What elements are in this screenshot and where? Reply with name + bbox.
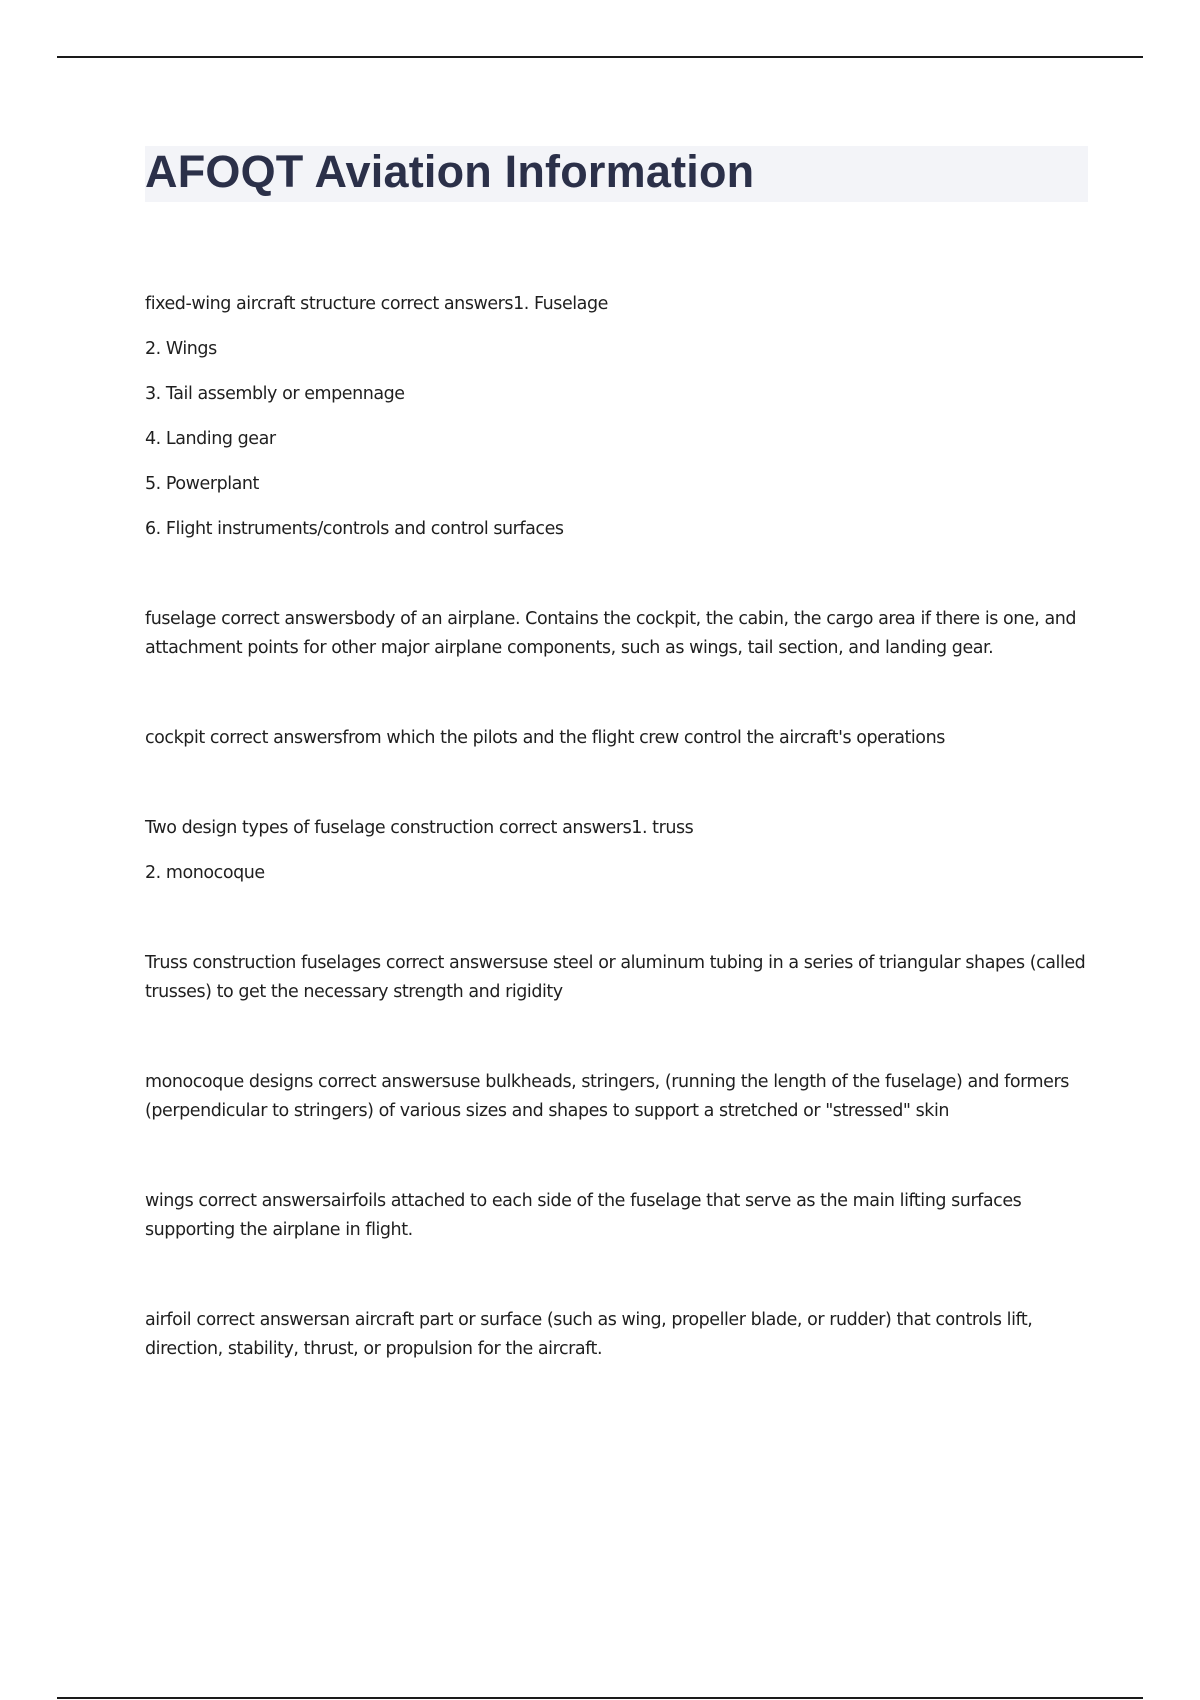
entry-line: fixed-wing aircraft structure correct answers1. Fuselage — [145, 294, 608, 314]
entry-wings — [145, 1187, 1095, 1245]
entry-line: airfoil correct answersan aircraft part or surface (such as wing, propeller blade, or rudder) that controls lift, direction, stability, thrust, or propulsion for the aircraft. — [145, 1310, 1033, 1359]
entry-line: Two design types of fuselage construction correct answers1. truss — [145, 818, 694, 838]
entry-fixed-wing-structure — [145, 290, 1095, 544]
entry-line: 2. monocoque — [145, 863, 265, 883]
entry-line: 6. Flight instruments/controls and control surfaces — [145, 519, 564, 539]
entry-fuselage-construction-types — [145, 814, 1095, 888]
entry-airfoil — [145, 1306, 1095, 1364]
entry-line: fuselage correct answersbody of an airplane. Contains the cockpit, the cabin, the cargo area if there is one, and attachment points for other major airplane components, such as wings, tail section, and landing gear. — [145, 609, 1077, 658]
entry-line: Truss construction fuselages correct answersuse steel or aluminum tubing in a series of triangular shapes (called trusses) to get the necessary strength and rigidity — [145, 953, 1086, 1002]
entry-cockpit — [145, 724, 1095, 753]
entry-line: 3. Tail assembly or empennage — [145, 384, 405, 404]
entry-line: 5. Powerplant — [145, 474, 259, 494]
entry-truss-construction — [145, 949, 1095, 1007]
entry-line: cockpit correct answersfrom which the pilots and the flight crew control the aircraft's operations — [145, 728, 945, 748]
entry-line: 2. Wings — [145, 339, 217, 359]
document-title: AFOQT Aviation Information — [145, 146, 755, 197]
entry-monocoque — [145, 1068, 1095, 1126]
entry-line: 4. Landing gear — [145, 429, 276, 449]
top-divider — [57, 56, 1143, 58]
entry-fuselage — [145, 605, 1095, 663]
document-body — [145, 290, 1095, 1425]
bottom-divider — [57, 1697, 1143, 1699]
entry-line: monocoque designs correct answersuse bulkheads, stringers, (running the length of the fuselage) and formers (perpendicular to stringers) of various sizes and shapes to support a stretched or "stressed" skin — [145, 1072, 1069, 1121]
entry-line: wings correct answersairfoils attached to each side of the fuselage that serve as the main lifting surfaces supporting the airplane in flight. — [145, 1191, 1022, 1240]
